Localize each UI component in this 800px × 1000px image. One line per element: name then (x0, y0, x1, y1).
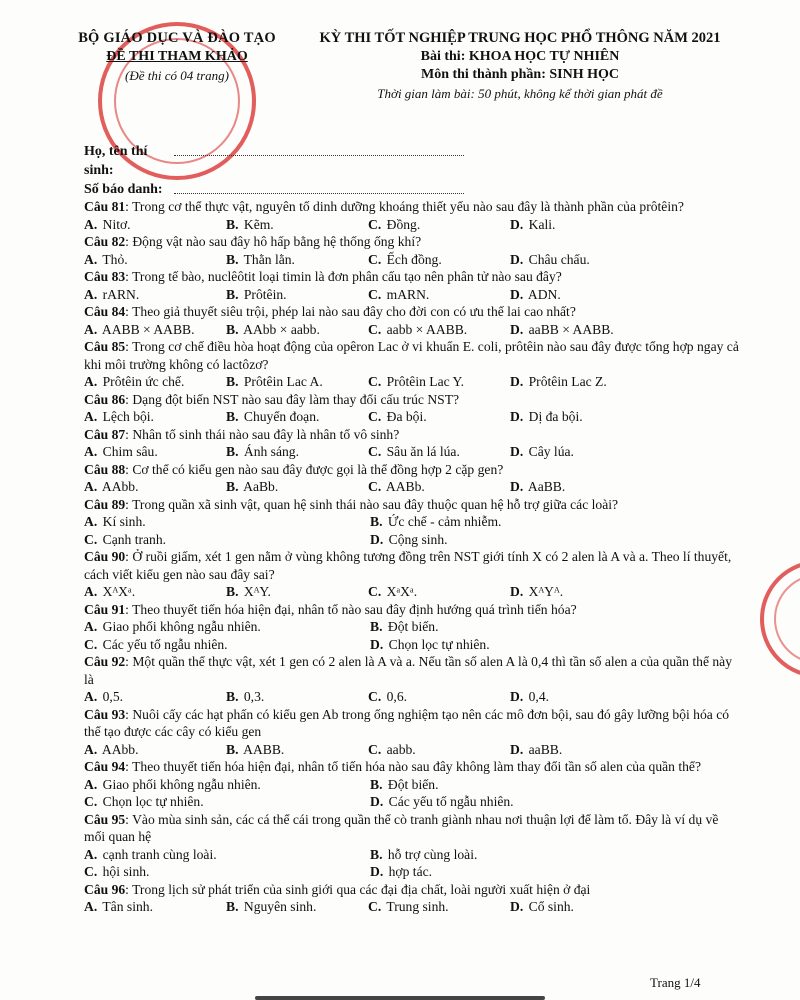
answer-option[interactable] (368, 443, 510, 461)
answer-option[interactable] (510, 443, 652, 461)
candidate-name-label: Họ, tên thí sinh: (84, 144, 148, 178)
answer-option[interactable] (226, 443, 368, 461)
option-letter: C. (368, 251, 382, 267)
question-list (84, 198, 740, 916)
answer-options (84, 583, 740, 601)
answer-option[interactable] (84, 513, 370, 531)
option-letter: B. (226, 479, 239, 494)
option-text: hội sinh. (102, 864, 150, 879)
option-text: AABB. (243, 741, 285, 757)
option-letter: C. (368, 584, 382, 599)
option-letter: D. (370, 864, 384, 879)
answer-option[interactable] (84, 478, 226, 496)
question-number: Câu 88 (84, 461, 126, 477)
question-item (84, 601, 740, 619)
question-number: Câu 82 (84, 234, 126, 249)
option-text: Giao phối không ngẫu nhiên. (102, 619, 261, 634)
answer-option[interactable] (226, 741, 368, 759)
option-letter: B. (226, 444, 239, 459)
question-text: : Trong lịch sử phát triển của sinh giới qua các đại địa chất, loài người xuất hiện ở đại (125, 881, 591, 897)
answer-option[interactable] (510, 321, 652, 339)
answer-option[interactable] (84, 286, 226, 304)
option-text: Kali. (528, 216, 556, 232)
answer-options (84, 846, 740, 881)
question-text: : Theo thuyết tiến hóa hiện đại, nhân tố tiến hóa nào sau đây không làm thay đổi tần số alen của quần thể? (125, 759, 701, 774)
option-letter: D. (510, 321, 524, 337)
option-text: Cổ sinh. (528, 899, 574, 914)
answer-option[interactable] (510, 373, 652, 391)
option-letter: B. (370, 619, 383, 634)
option-letter: D. (510, 479, 524, 494)
option-letter: D. (370, 531, 384, 547)
answer-options (84, 478, 740, 496)
option-text: hợp tác. (388, 864, 433, 879)
reference-exam-label: ĐỀ THI THAM KHẢO (106, 49, 248, 64)
option-letter: C. (368, 374, 382, 389)
option-text: Các yếu tố ngẫu nhiên. (388, 794, 514, 809)
option-text: AAbb × aabb. (243, 321, 320, 337)
option-text: Kẽm. (243, 216, 274, 232)
header-left (62, 30, 292, 84)
option-text: Sâu ăn lá lúa. (386, 444, 460, 459)
option-text: Dị đa bội. (528, 409, 583, 424)
candidate-info (84, 142, 464, 199)
option-text: 0,4. (528, 689, 550, 704)
option-text: AAbb. (101, 741, 139, 757)
answer-options (84, 741, 740, 759)
question-item (84, 706, 740, 741)
answer-option[interactable] (226, 688, 368, 706)
option-letter: D. (370, 636, 384, 652)
option-letter: D. (510, 374, 524, 389)
answer-option[interactable] (370, 531, 656, 549)
question-text: : Động vật nào sau đây hô hấp bằng hệ thống ống khí? (125, 234, 422, 249)
question-text: : Theo giả thuyết siêu trội, phép lai nào sau đây cho đời con có ưu thế lai cao nhất? (125, 304, 576, 319)
answer-option[interactable] (84, 863, 370, 881)
answer-option[interactable] (226, 898, 368, 916)
option-text: Chim sâu. (102, 444, 158, 459)
option-letter: C. (368, 899, 382, 914)
question-item (84, 461, 740, 479)
question-item (84, 198, 740, 216)
answer-options (84, 286, 740, 304)
option-text: AABB × AABB. (101, 321, 195, 337)
option-letter: C. (368, 409, 382, 424)
answer-options (84, 408, 740, 426)
answer-option[interactable] (84, 898, 226, 916)
question-text: : Cơ thể có kiểu gen nào sau đây được gọi là thể đồng hợp 2 cặp gen? (125, 461, 504, 477)
option-text: Kí sinh. (102, 514, 146, 529)
option-text: Đồng. (386, 216, 421, 232)
option-letter: A. (84, 514, 98, 529)
answer-option[interactable] (84, 583, 226, 601)
option-text: cạnh tranh cùng loài. (102, 846, 217, 862)
question-item (84, 496, 740, 514)
question-text: : Trong cơ chế điều hòa hoạt động của opêron Lac ở vi khuẩn E. coli, prôtêin nào sau đây được tổng hợp ngay cả khi môi trường không có lactôzơ? (84, 339, 739, 372)
option-text: Giao phối không ngẫu nhiên. (102, 776, 261, 792)
answer-options (84, 321, 740, 339)
option-letter: C. (368, 321, 382, 337)
question-number: Câu 85 (84, 339, 126, 354)
option-letter: A. (84, 444, 98, 459)
option-text: Prôtêin Lac A. (243, 374, 323, 389)
answer-option[interactable] (84, 251, 226, 269)
answer-option[interactable] (368, 478, 510, 496)
subject-label: Bài thi: KHOA HỌC TỰ NHIÊN (420, 49, 620, 64)
option-letter: A. (84, 846, 98, 862)
option-text: AAbb. (101, 479, 139, 494)
option-letter: C. (368, 479, 382, 494)
question-text: : Dạng đột biến NST nào sau đây làm thay đổi cấu trúc NST? (125, 391, 460, 407)
answer-option[interactable] (510, 688, 652, 706)
option-text: aabb × AABB. (386, 321, 468, 337)
option-text: Thỏ. (102, 251, 128, 267)
question-text: : Một quần thể thực vật, xét 1 gen có 2 alen là A và a. Nếu tần số alen A là 0,4 thì tần số alen a của quần thể này là (84, 654, 733, 687)
option-text: XᴬXᵃ. (102, 584, 136, 599)
option-text: 0,5. (102, 689, 124, 704)
option-letter: A. (84, 374, 98, 389)
question-number: Câu 84 (84, 304, 126, 319)
question-number: Câu 87 (84, 426, 126, 442)
question-number: Câu 90 (84, 549, 126, 564)
answer-options (84, 898, 740, 916)
candidate-id-label: Số báo danh: (84, 182, 163, 197)
option-text: Đột biến. (387, 619, 439, 634)
question-number: Câu 92 (84, 654, 126, 669)
option-text: Prôtêin Lac Y. (386, 374, 465, 389)
answer-option[interactable] (510, 583, 652, 601)
candidate-id-field[interactable] (174, 180, 464, 194)
option-text: Prôtêin. (243, 286, 287, 302)
option-text: Thằn lằn. (243, 251, 295, 267)
answer-option[interactable] (84, 618, 370, 636)
option-letter: A. (84, 479, 98, 494)
option-text: XᴬYᴬ. (528, 584, 564, 599)
option-letter: B. (226, 409, 239, 424)
option-text: Tân sinh. (102, 899, 153, 914)
answer-option[interactable] (368, 286, 510, 304)
answer-option[interactable] (368, 688, 510, 706)
option-text: Lệch bội. (102, 409, 154, 424)
option-text: aaBB. (528, 741, 563, 757)
answer-option[interactable] (84, 793, 370, 811)
option-text: Prôtêin Lac Z. (528, 374, 607, 389)
option-text: Cộng sinh. (388, 531, 448, 547)
answer-option[interactable] (510, 898, 652, 916)
question-item (84, 338, 740, 373)
option-letter: C. (368, 216, 382, 232)
option-text: aabb. (386, 741, 416, 757)
option-letter: C. (84, 531, 98, 547)
option-letter: D. (510, 409, 524, 424)
answer-option[interactable] (84, 636, 370, 654)
option-text: Đột biến. (387, 776, 439, 792)
option-letter: A. (84, 251, 98, 267)
option-letter: A. (84, 321, 98, 337)
page-count-note: (Đề thi có 04 trang) (125, 68, 229, 83)
option-text: Trung sinh. (386, 899, 449, 914)
answer-option[interactable] (368, 373, 510, 391)
option-letter: A. (84, 741, 98, 757)
answer-options (84, 618, 740, 653)
answer-option[interactable] (510, 286, 652, 304)
answer-option[interactable] (84, 776, 370, 794)
answer-option[interactable] (368, 898, 510, 916)
option-letter: B. (226, 689, 239, 704)
question-item (84, 653, 740, 688)
answer-option[interactable] (368, 741, 510, 759)
option-letter: A. (84, 619, 98, 634)
option-text: aaBB × AABB. (528, 321, 614, 337)
answer-option[interactable] (226, 478, 368, 496)
question-number: Câu 86 (84, 391, 126, 407)
answer-options (84, 216, 740, 234)
option-letter: A. (84, 409, 98, 424)
option-text: AaBB. (527, 479, 566, 494)
option-letter: D. (510, 741, 524, 757)
answer-option[interactable] (510, 408, 652, 426)
question-text: : Nuôi cấy các hạt phấn có kiểu gen Ab trong ống nghiệm tạo nên các mô đơn bội, sau đó gây lưỡng bội hóa có thể tạo được các cây có kiểu gen (84, 706, 730, 739)
option-letter: C. (84, 636, 98, 652)
answer-option[interactable] (84, 408, 226, 426)
question-item (84, 303, 740, 321)
option-text: Nitơ. (102, 216, 131, 232)
question-number: Câu 96 (84, 881, 126, 897)
question-number: Câu 93 (84, 706, 126, 722)
time-note: Thời gian làm bài: 50 phút, không kể thời gian phát đề (377, 86, 663, 101)
answer-option[interactable] (368, 321, 510, 339)
answer-option[interactable] (510, 216, 652, 234)
option-text: AABb. (385, 479, 425, 494)
option-letter: D. (510, 444, 524, 459)
option-letter: B. (226, 899, 239, 914)
question-text: : Nhân tố sinh thái nào sau đây là nhân tố vô sinh? (125, 426, 400, 442)
answer-option[interactable] (370, 618, 656, 636)
answer-option[interactable] (510, 741, 652, 759)
answer-option[interactable] (84, 846, 370, 864)
option-text: Đa bội. (386, 409, 427, 424)
option-letter: C. (368, 444, 382, 459)
answer-options (84, 688, 740, 706)
option-letter: A. (84, 899, 98, 914)
ministry-name: BỘ GIÁO DỤC VÀ ĐÀO TẠO (78, 30, 276, 46)
answer-option[interactable] (370, 776, 656, 794)
answer-options (84, 373, 740, 391)
option-text: AaBb. (243, 479, 279, 494)
question-item (84, 881, 740, 899)
exam-title: KỲ THI TỐT NGHIỆP TRUNG HỌC PHỔ THÔNG NĂM 2021 (319, 30, 721, 46)
scroll-indicator[interactable] (255, 996, 545, 1000)
option-text: Chuyển đoạn. (243, 409, 320, 424)
option-letter: C. (84, 864, 98, 879)
option-letter: B. (370, 846, 383, 862)
option-letter: A. (84, 689, 98, 704)
option-letter: B. (226, 741, 239, 757)
answer-option[interactable] (226, 408, 368, 426)
question-number: Câu 91 (84, 601, 126, 617)
option-letter: D. (510, 251, 524, 267)
option-text: XᵃXᵃ. (386, 584, 418, 599)
option-text: rARN. (102, 286, 140, 302)
answer-option[interactable] (226, 373, 368, 391)
option-text: Cạnh tranh. (102, 531, 167, 547)
option-letter: D. (510, 689, 524, 704)
option-letter: D. (510, 286, 524, 302)
option-letter: B. (370, 776, 383, 792)
option-letter: D. (370, 794, 384, 809)
option-text: Nguyên sinh. (243, 899, 317, 914)
question-number: Câu 89 (84, 496, 126, 512)
answer-options (84, 513, 740, 548)
option-letter: B. (226, 216, 239, 232)
page-number: Trang 1/4 (650, 975, 701, 990)
answer-option[interactable] (368, 408, 510, 426)
option-letter: A. (84, 286, 98, 302)
answer-option[interactable] (370, 513, 656, 531)
answer-option[interactable] (370, 863, 656, 881)
answer-option[interactable] (84, 688, 226, 706)
answer-option[interactable] (368, 251, 510, 269)
answer-option[interactable] (226, 583, 368, 601)
option-letter: A. (84, 776, 98, 792)
question-number: Câu 95 (84, 811, 126, 827)
question-text: : Trong tế bào, nuclêôtit loại timin là đơn phân cấu tạo nên phân tử nào sau đây? (125, 269, 562, 284)
option-text: 0,3. (243, 689, 265, 704)
answer-option[interactable] (370, 793, 656, 811)
answer-option[interactable] (226, 321, 368, 339)
question-item (84, 811, 740, 846)
answer-option[interactable] (368, 216, 510, 234)
option-text: Ức chế - cảm nhiễm. (387, 514, 502, 529)
answer-option[interactable] (84, 216, 226, 234)
question-number: Câu 94 (84, 759, 126, 774)
question-text: : Trong cơ thể thực vật, nguyên tố dinh dưỡng khoáng thiết yếu nào sau đây là thành phần của prôtêin? (125, 199, 684, 214)
question-item (84, 426, 740, 444)
question-item (84, 391, 740, 409)
option-letter: B. (226, 374, 239, 389)
option-letter: C. (368, 286, 382, 302)
option-text: Châu chấu. (528, 251, 590, 267)
question-text: : Theo thuyết tiến hóa hiện đại, nhân tố nào sau đây định hướng quá trình tiến hóa? (125, 601, 577, 617)
question-text: : Ở ruồi giấm, xét 1 gen nằm ở vùng không tương đồng trên NST giới tính X có 2 alen là A và a. Theo lí thuyết, cách viết kiểu gen nào sau đây sai? (84, 549, 732, 582)
option-letter: B. (226, 286, 239, 302)
question-text: : Vào mùa sinh sản, các cá thể cái trong quần thể cò tranh giành nhau nơi thuận lợi để làm tổ. Đây là ví dụ về mối quan hệ (84, 811, 719, 844)
answer-option[interactable] (226, 251, 368, 269)
option-letter: D. (510, 584, 524, 599)
question-text: : Trong quần xã sinh vật, quan hệ sinh thái nào sau đây thuộc quan hệ hỗ trợ giữa các loài? (125, 496, 619, 512)
answer-option[interactable] (84, 373, 226, 391)
option-text: ADN. (527, 286, 561, 302)
answer-option[interactable] (510, 251, 652, 269)
question-item (84, 268, 740, 286)
answer-option[interactable] (226, 286, 368, 304)
question-item (84, 548, 740, 583)
option-text: 0,6. (386, 689, 408, 704)
option-letter: C. (84, 794, 98, 809)
candidate-name-field[interactable] (174, 142, 464, 156)
answer-option[interactable] (84, 443, 226, 461)
question-number: Câu 83 (84, 269, 126, 284)
answer-option[interactable] (84, 741, 226, 759)
answer-options (84, 251, 740, 269)
option-letter: D. (510, 899, 524, 914)
answer-option[interactable] (370, 636, 656, 654)
option-letter: D. (510, 216, 524, 232)
question-item (84, 233, 740, 251)
option-text: Cây lúa. (528, 444, 574, 459)
option-letter: A. (84, 216, 98, 232)
answer-option[interactable] (226, 216, 368, 234)
option-letter: C. (368, 689, 382, 704)
option-letter: B. (226, 251, 239, 267)
official-seal-stamp-partial (760, 560, 800, 678)
option-letter: B. (226, 321, 239, 337)
option-letter: B. (370, 514, 383, 529)
answer-options (84, 443, 740, 461)
option-text: Chọn lọc tự nhiên. (102, 794, 204, 809)
answer-options (84, 776, 740, 811)
answer-option[interactable] (370, 846, 656, 864)
question-item (84, 758, 740, 776)
option-text: Prôtêin ức chế. (102, 374, 185, 389)
option-text: Chọn lọc tự nhiên. (388, 636, 490, 652)
option-text: mARN. (386, 286, 430, 302)
option-text: Các yếu tố ngẫu nhiên. (102, 636, 228, 652)
option-letter: C. (368, 741, 382, 757)
answer-option[interactable] (510, 478, 652, 496)
option-letter: A. (84, 584, 98, 599)
option-text: Ếch đồng. (386, 251, 442, 267)
option-text: XᴬY. (243, 584, 271, 599)
answer-option[interactable] (84, 531, 370, 549)
question-number: Câu 81 (84, 199, 126, 214)
option-letter: B. (226, 584, 239, 599)
component-label: Môn thi thành phần: SINH HỌC (420, 67, 619, 82)
answer-option[interactable] (368, 583, 510, 601)
header-right (300, 30, 740, 102)
answer-option[interactable] (84, 321, 226, 339)
option-text: Ánh sáng. (243, 444, 300, 459)
option-text: hỗ trợ cùng loài. (387, 846, 478, 862)
